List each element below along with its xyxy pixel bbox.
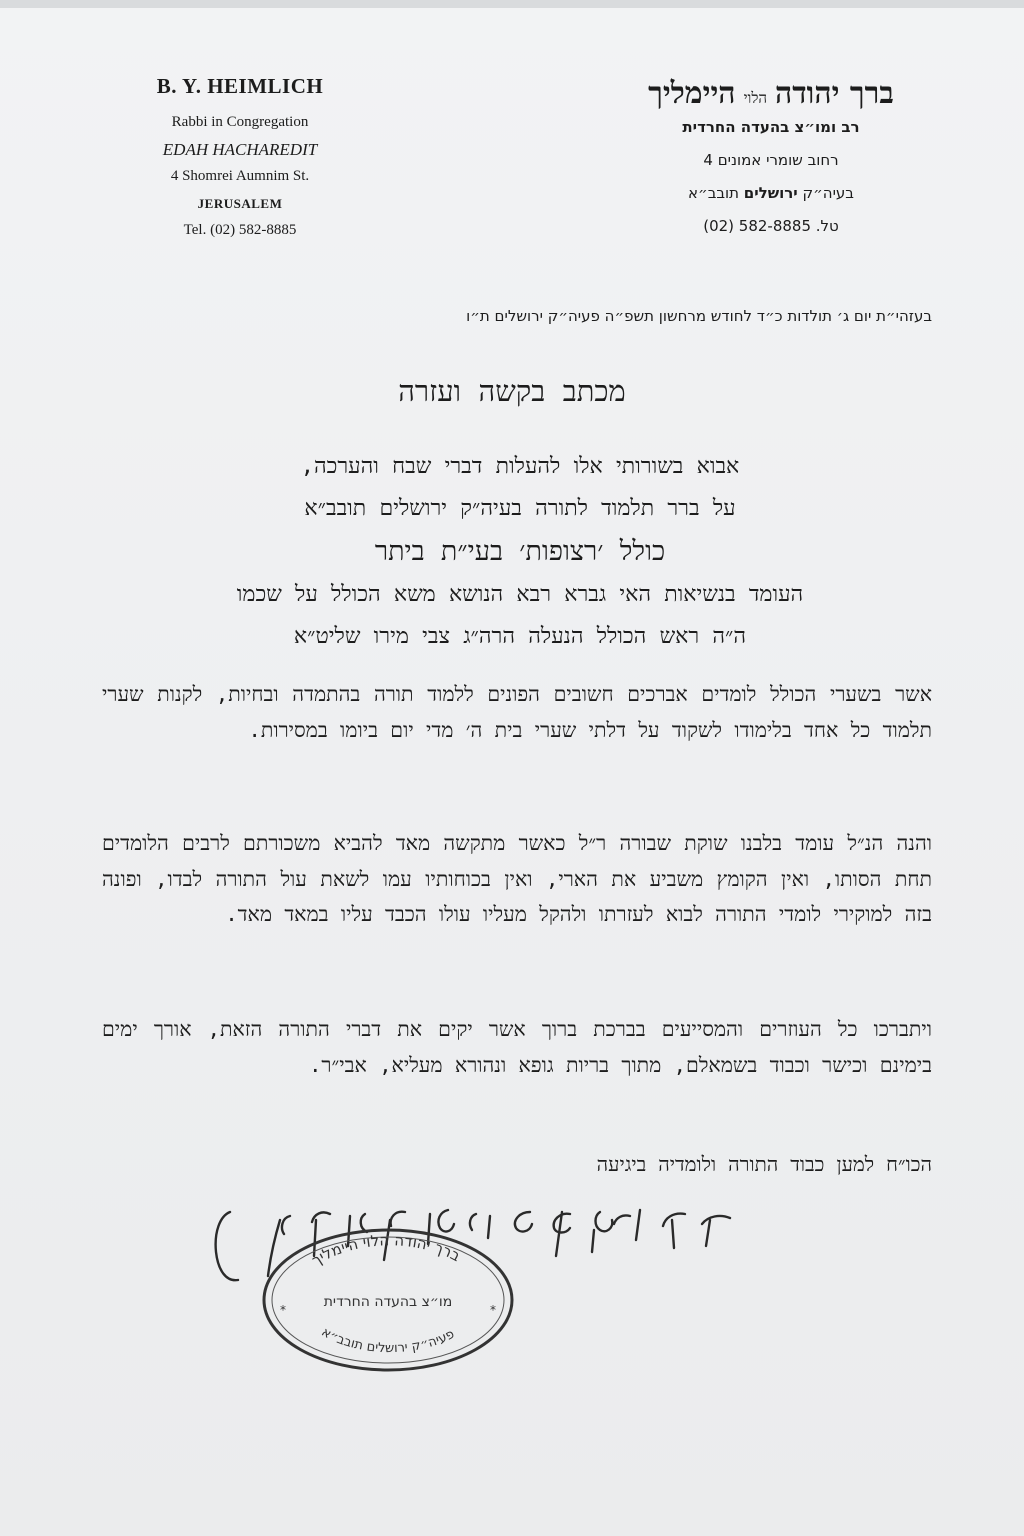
street-he: רחוב שומרי אמונים 4 bbox=[703, 151, 839, 169]
name-first-he: ברך יהודה bbox=[775, 76, 894, 111]
rabbi-role-en: Rabbi in Congregation bbox=[171, 114, 309, 130]
paragraph-2: והנה הנ״ל עומד בלבנו שוקת שבורה ר״ל כאשר מתקשה מאד להביא משכורתם לרבים הלומדים תחת הסותו, ואין הקומץ משביע את הארי, ואין בכוחותיו עמו לשאת עול התורה לבדו, ופונה בזה למוקירי לומדי התורה לבוא לעזרתו ולהקל מעליו עולו הכבד עליו במאד מאד. bbox=[102, 831, 932, 926]
intro-line-3: כולל ׳רצופות׳ בעי״ת ביתר bbox=[374, 536, 666, 567]
city-prefix-he: בעיה״ק bbox=[802, 184, 854, 202]
paragraph-3: ויתברכו כל העוזרים והמסייעים בברכת ברוך אשר יקים את דברי התורה הזאת, אורך ימים בימינם וכישר וכבוד בשמאלם, מתוך בריות גופא ונהורא מעליא, אבי״ר. bbox=[102, 1017, 932, 1077]
intro-line-5: ה״ה ראש הכולל הנעלה הרה״ג צבי מירו שליט״א bbox=[293, 624, 747, 649]
intro-line-1: אבוא בשורותי אלו להעלות דברי שבח והערכה, bbox=[300, 454, 740, 479]
stamp-bottom-text: פעיה״ק ירושלים תובב״א bbox=[318, 1324, 458, 1357]
dateline: בעזהי״ת יום ג׳ תולדות כ״ד לחודש מרחשון תשפ״ה פעיה״ק ירושלים ת״ו bbox=[466, 307, 932, 325]
stamp-middle-text: מו״צ בהעדה החרדית bbox=[323, 1294, 453, 1310]
city-name-he: ירושלים bbox=[743, 184, 798, 202]
letterhead-hebrew bbox=[606, 76, 936, 243]
rabbinical-stamp bbox=[258, 1222, 518, 1372]
name-last-he: היימליך bbox=[648, 76, 736, 111]
intro-line-2: על ברר תלמוד לתורה בעיה״ק ירושלים תובב״א bbox=[304, 496, 736, 521]
letterhead-english bbox=[110, 74, 370, 244]
stamp-star-left: * bbox=[280, 1303, 286, 1317]
rabbi-name-en: B. Y. HEIMLICH bbox=[156, 74, 324, 98]
street-en: 4 Shomrei Aumnim St. bbox=[170, 168, 310, 184]
city-suffix-he: תובב״א bbox=[688, 184, 739, 202]
tel-en: Tel. (02) 582-8885 bbox=[183, 222, 297, 238]
intro-block bbox=[120, 446, 920, 658]
city-he bbox=[606, 177, 936, 210]
rabbi-role-he: רב ומו״צ בהעדה החרדית bbox=[682, 118, 860, 136]
rabbi-name-he bbox=[606, 76, 936, 111]
closing-line: הכו״ח למען כבוד התורה ולומדיה ביגיעה bbox=[596, 1152, 932, 1176]
letter-title: מכתב בקשה ועזרה bbox=[398, 374, 626, 408]
intro-line-4: העומד בנשיאות האי גברא רבא הנושא משא הכולל על שכמו bbox=[236, 582, 804, 607]
city-en: JERUSALEM bbox=[197, 196, 283, 211]
tel-he: טל. 582-8885 (02) bbox=[703, 217, 839, 235]
name-mid-he: הלוי bbox=[743, 89, 767, 107]
scan-edge bbox=[0, 0, 1024, 8]
stamp-top-text: ברך יהודה הלוי היימליך bbox=[308, 1231, 464, 1270]
congregation-en: EDAH HACHAREDIT bbox=[162, 140, 318, 159]
paragraph-1: אשר בשערי הכולל לומדים אברכים חשובים הפונים ללמוד תורה בהתמדה ובחיות, לקנות שערי תלמוד כל אחד בלימודו לשקוד על דלתי שערי בית ה׳ מדי יום ביומו במסירות. bbox=[102, 682, 932, 742]
stamp-star-right: * bbox=[490, 1303, 496, 1317]
svg-text:פעיה״ק ירושלים תובב״א bbox=[319, 1325, 457, 1356]
